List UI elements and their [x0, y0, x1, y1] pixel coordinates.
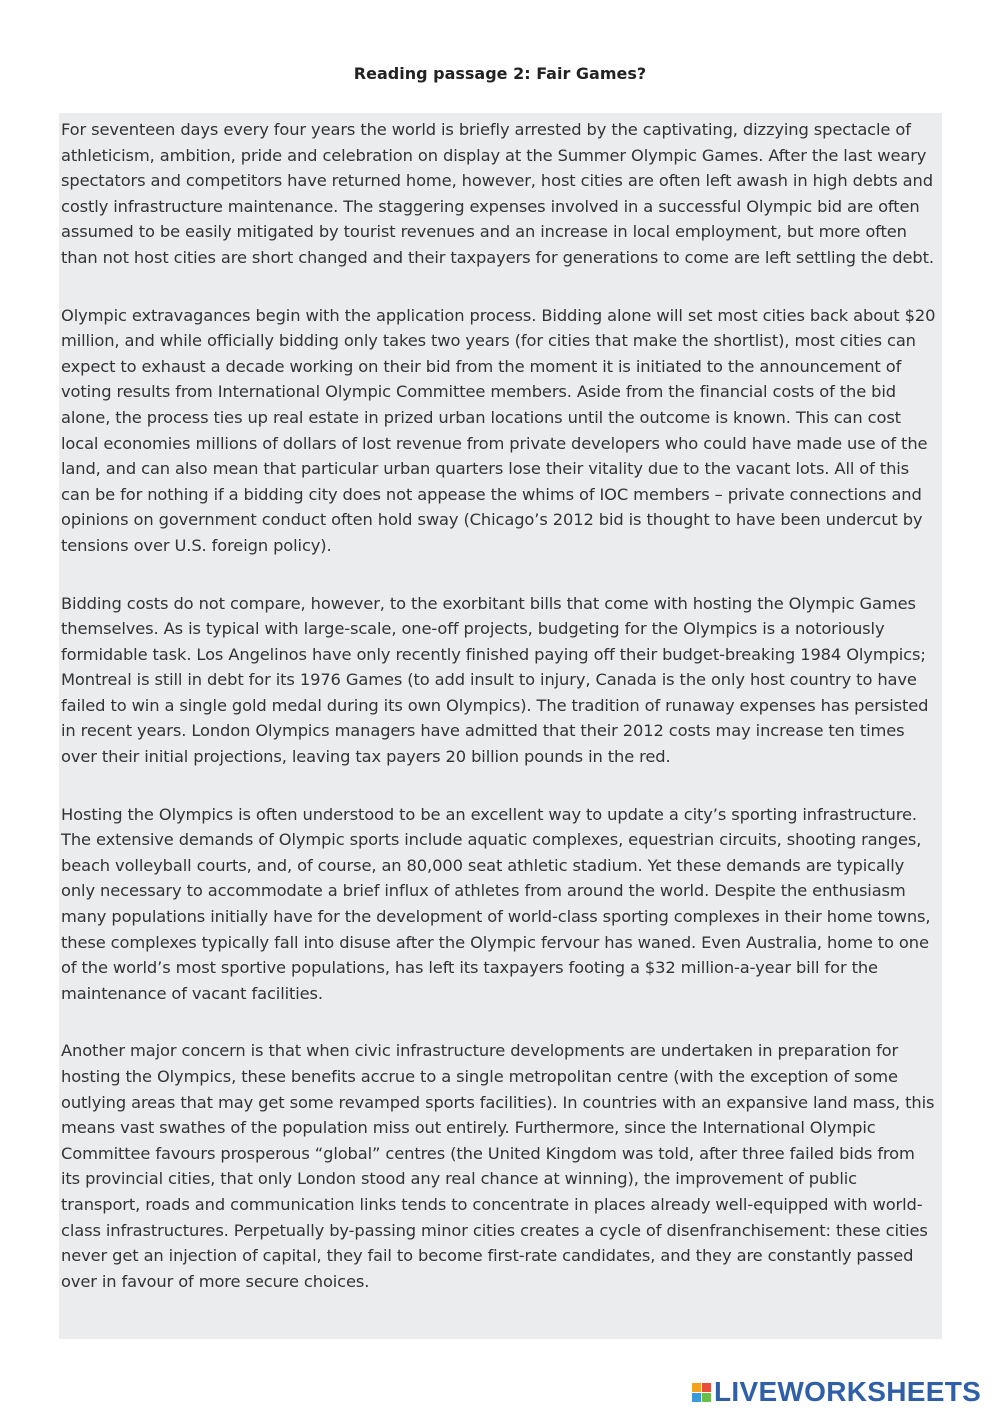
logo-text: LIVEWORKSHEETS — [714, 1376, 982, 1407]
liveworksheets-logo-icon — [692, 1383, 711, 1402]
paragraph-3: Bidding costs do not compare, however, to the exorbitant bills that come with hosting the Olympic Games themselves. As is typical with large-scale, one-off projects, budgeting for the Olympics is a notoriously formidable task. Los Angelinos have only recently finished paying off their budget-breaking 1984 Olympics; Montreal is still in debt for its 1976 Games (to add insult to injury, Canada is the only host country to have failed to win a single gold medal during its own Olympics). The tradition of runaway expenses has persisted in recent years. London Olympics managers have admitted that their 2012 costs may increase ten times over their initial projections, leaving tax payers 20 billion pounds in the red. — [61, 593, 929, 767]
paragraph-4: Hosting the Olympics is often understood to be an excellent way to update a city’s sporting infrastructure. The extensive demands of Olympic sports include aquatic complexes, equestrian circuits, shooting ranges, beach volleyball courts, and, of course, an 80,000 seat athletic stadium. Yet these demands are typically only necessary to accommodate a brief influx of athletes from around the world. Despite the enthusiasm many populations initially have for the development of world-class sporting complexes in their home towns, these complexes typically fall into disuse after the Olympic fervour has waned. Even Australia, home to one of the world’s most sportive populations, has left its taxpayers footing a $32 million-a-year bill for the maintenance of vacant facilities. — [61, 804, 931, 1003]
reading-passage — [59, 113, 942, 1339]
logo-square-1 — [692, 1383, 701, 1392]
paragraph-2: Olympic extravagances begin with the application process. Bidding alone will set most cities back about $20 million, and while officially bidding only takes two years (for cities that make the shortlist), most cities can expect to exhaust a decade working on their bid from the moment it is initiated to the announcement of voting results from International Olympic Committee members. Aside from the financial costs of the bid alone, the process ties up real estate in prized urban locations until the outcome is known. This can cost local economies millions of dollars of lost revenue from private developers who could have made use of the land, and can also mean that particular urban quarters lose their vitality due to the vacant lots. All of this can be for nothing if a bidding city does not appease the whims of IOC members – private connections and opinions on government conduct often hold sway (Chicago’s 2012 bid is thought to have been undercut by tensions over U.S. foreign policy). — [61, 305, 936, 555]
passage-title: Reading passage 2: Fair Games? — [353, 64, 647, 83]
logo-square-2 — [702, 1383, 711, 1392]
logo-square-4 — [702, 1393, 711, 1402]
liveworksheets-logo — [692, 1376, 981, 1408]
paragraph-1: For seventeen days every four years the world is briefly arrested by the captivating, dizzying spectacle of athleticism, ambition, pride and celebration on display at the Summer Olympic Games. After the last weary spectators and competitors have returned home, however, host cities are often left awash in high debts and costly infrastructure maintenance. The staggering expenses involved in a successful Olympic bid are often assumed to be easily mitigated by tourist revenues and an increase in local employment, but more often than not host cities are short changed and their taxpayers for generations to come are left settling the debt. — [61, 120, 934, 267]
paragraph-5: Another major concern is that when civic infrastructure developments are undertaken in preparation for hosting the Olympics, these benefits accrue to a single metropolitan centre (with the exception of some outlying areas that may get some revamped sports facilities). In countries with an expansive land mass, this means vast swathes of the population miss out entirely. Furthermore, since the International Olympic Committee favours prosperous “global” centres (the United Kingdom was told, after three failed bids from its provincial cities, that only London stood any real chance at winning), the improvement of public transport, roads and communication links tends to concentrate in places already well-equipped with world-class infrastructures. Perpetually by-passing minor cities creates a cycle of disenfranchisement: these cities never get an injection of capital, they fail to become first-rate candidates, and they are constantly passed over in favour of more secure choices. — [61, 1041, 935, 1291]
logo-square-3 — [692, 1393, 701, 1402]
